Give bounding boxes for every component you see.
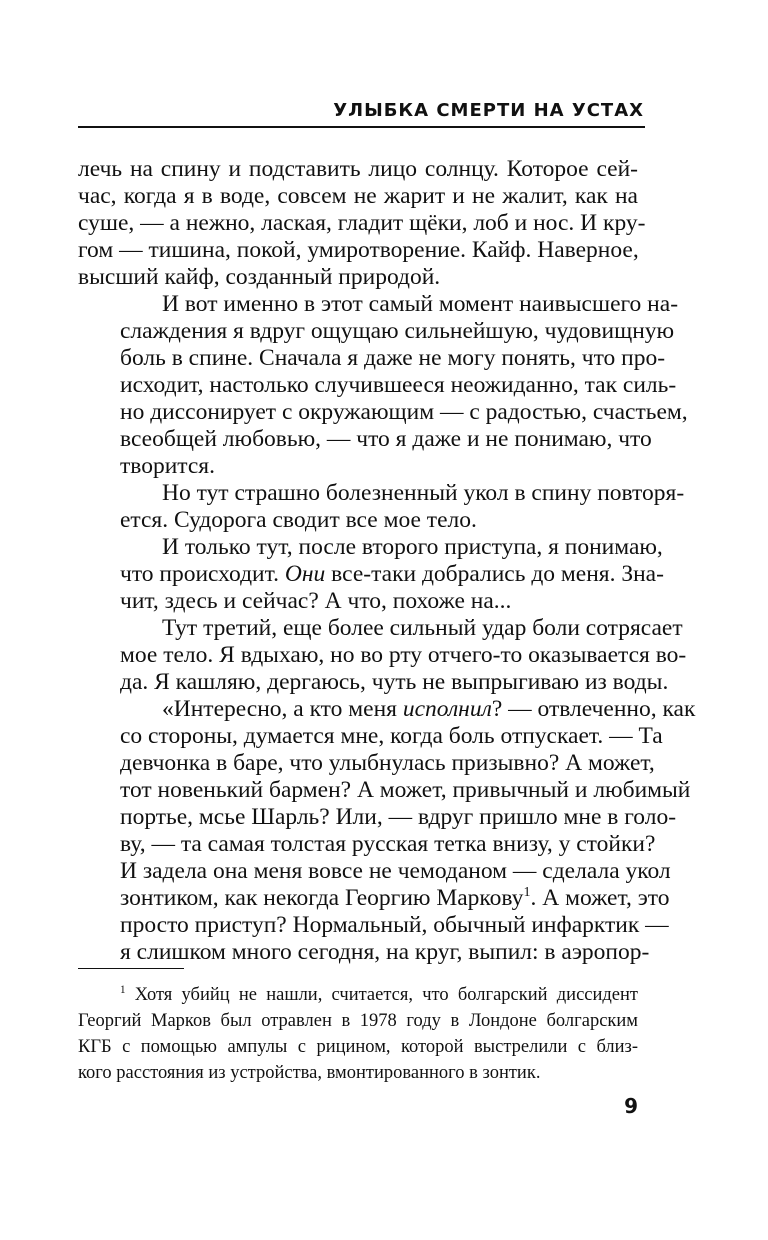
header-rule: [78, 126, 645, 128]
footnote: [78, 982, 638, 1086]
text-line: Но тут страшно болезненный укол в спину повторя-: [162, 480, 685, 506]
text-line: что происходит. Они все-таки добрались до меня. Зна-: [120, 561, 664, 587]
text-line: Тут третий, еще более сильный удар боли сотрясает: [162, 615, 683, 641]
text-line: ву, — та самая толстая русская тетка внизу, у стойки?: [120, 831, 656, 857]
text-line: лечь на спину и подставить лицо солнцу. Которое сей-: [78, 156, 638, 182]
text-line: всеобщей любовью, — что я даже и не понимаю, что: [120, 426, 652, 452]
text-line: час, когда я в воде, совсем не жарит и не жалит, как на: [78, 183, 638, 209]
text-line: исходит, настолько случившееся неожиданно, так силь-: [120, 372, 677, 398]
text-line: я слишком много сегодня, на круг, выпил: в аэропор-: [120, 939, 650, 965]
text-line: ется. Судорога сводит все мое тело.: [120, 507, 477, 533]
body-text: [78, 156, 696, 966]
paragraph: [78, 534, 664, 615]
text-line: высший кайф, созданный природой.: [78, 264, 441, 290]
text-line: но диссонирует с окружающим — с радостью, счастьем,: [120, 399, 688, 425]
text-line: мое тело. Я вдыхаю, но во рту отчего-то оказывается во-: [120, 642, 687, 668]
text-line: со стороны, думается мне, когда боль отпускает. — Та: [120, 723, 663, 749]
text-line: И вот именно в этот самый момент наивысшего на-: [162, 291, 679, 317]
paragraph: [78, 291, 688, 480]
text-line: И задела она меня вовсе не чемоданом — сделала укол: [120, 858, 671, 884]
footnote-rule: [78, 968, 184, 969]
paragraph: [78, 615, 687, 696]
text-line: тот новенький бармен? А может, привычный и любимый: [120, 777, 691, 803]
text-line: суше, — а нежно, лаская, гладит щёки, лоб и нос. И кру-: [78, 210, 646, 236]
text-line: гом — тишина, покой, умиротворение. Кайф. Наверное,: [78, 237, 639, 263]
page-number: 9: [624, 1094, 638, 1118]
footnote-line: Георгий Марков был отравлен в 1978 году в Лондоне болгарским: [78, 1011, 638, 1031]
footnote-line: кого расстояния из устройства, вмонтированного в зонтик.: [78, 1063, 541, 1083]
text-line: творится.: [120, 453, 215, 479]
paragraph: [78, 156, 646, 291]
text-line: зонтиком, как некогда Георгию Маркову$^1$. А может, это: [120, 884, 670, 911]
text-line: «Интересно, а кто меня исполнил? — отвлеченно, как: [162, 696, 696, 722]
footnote-line: КГБ с помощью ампулы с рицином, которой выстрелили с близ-: [78, 1037, 638, 1057]
paragraph: [78, 696, 696, 966]
header-title: УЛЫБКА СМЕРТИ НА УСТАХ: [333, 100, 644, 121]
text-line: девчонка в баре, что улыбнулась призывно? А может,: [120, 750, 655, 776]
text-line: И только тут, после второго приступа, я понимаю,: [162, 534, 663, 560]
text-line: да. Я кашляю, дергаюсь, чуть не выпрыгиваю из воды.: [120, 669, 669, 695]
paragraph: [78, 480, 685, 534]
text-line: чит, здесь и сейчас? А что, похоже на...: [120, 588, 512, 614]
text-line: просто приступ? Нормальный, обычный инфарктик —: [120, 912, 669, 938]
footnote-line: $^1$ Хотя убийц не нашли, считается, что болгарский диссидент: [120, 983, 638, 1005]
text-line: боль в спине. Сначала я даже не могу понять, что про-: [120, 345, 666, 371]
text-line: портье, мсье Шарль? Или, — вдруг пришло мне в голо-: [120, 804, 677, 830]
text-line: слаждения я вдруг ощущаю сильнейшую, чудовищную: [120, 318, 675, 344]
